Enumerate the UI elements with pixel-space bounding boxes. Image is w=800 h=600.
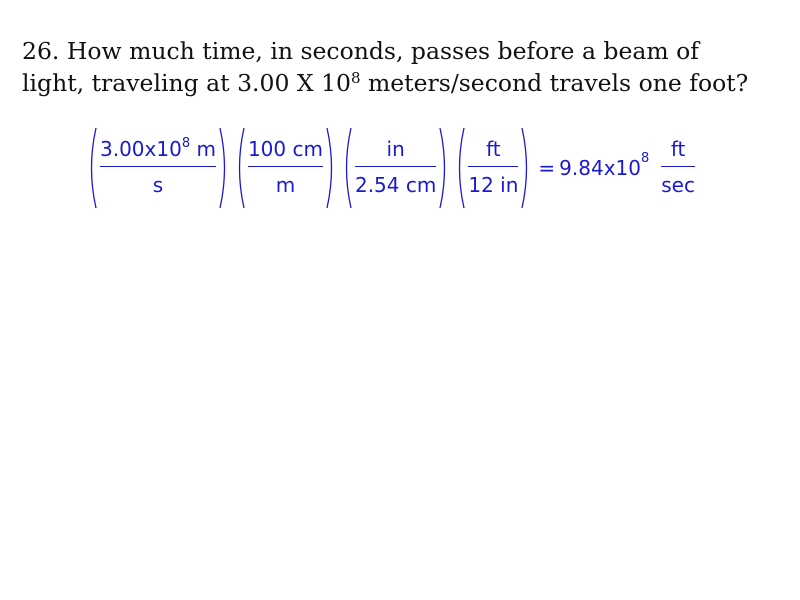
question-exponent: 8 bbox=[350, 69, 361, 87]
question-line-1: 26. How much time, in seconds, passes before a beam of bbox=[22, 37, 699, 65]
result-coefficient: 9.84x10 bbox=[559, 155, 641, 180]
fraction-speed-denominator: s bbox=[152, 173, 164, 198]
left-paren bbox=[234, 126, 246, 210]
left-paren bbox=[454, 126, 466, 210]
conversion-equation bbox=[86, 122, 697, 214]
fraction-speed-numerator bbox=[100, 137, 216, 163]
fraction-cm-per-m bbox=[246, 137, 325, 199]
fraction-ft-per-in-numerator: ft bbox=[486, 136, 501, 161]
right-paren bbox=[520, 126, 532, 210]
result-exponent: 8 bbox=[640, 151, 650, 167]
fraction-bar bbox=[468, 166, 518, 167]
left-paren bbox=[86, 126, 98, 210]
right-paren bbox=[325, 126, 337, 210]
equation-result bbox=[538, 137, 697, 199]
fraction-cm-per-m-numerator: 100 cm bbox=[247, 136, 323, 161]
question-line-2-start: light, traveling at 3.00 X 10 bbox=[22, 69, 351, 97]
fraction-ft-per-in-denominator: 12 in bbox=[468, 173, 519, 198]
right-paren bbox=[218, 126, 230, 210]
fraction-in-per-cm-numerator: in bbox=[386, 136, 405, 161]
result-unit-denominator: sec bbox=[661, 173, 695, 198]
fraction-bar bbox=[355, 166, 436, 167]
result-unit-numerator: ft bbox=[670, 136, 686, 161]
question-text bbox=[22, 35, 792, 102]
fraction-in-per-cm-denominator: 2.54 cm bbox=[354, 173, 437, 198]
fraction-ft-per-in bbox=[466, 137, 520, 199]
speed-unit: m bbox=[190, 136, 216, 161]
fraction-in-per-cm bbox=[353, 137, 438, 199]
fraction-speed bbox=[98, 137, 218, 199]
result-unit-fraction bbox=[659, 137, 697, 199]
speed-coefficient: 3.00x10 bbox=[100, 136, 182, 161]
fraction-bar bbox=[100, 166, 216, 167]
question-line-2 bbox=[22, 67, 792, 102]
left-paren bbox=[341, 126, 353, 210]
fraction-bar bbox=[248, 166, 323, 167]
fraction-bar bbox=[661, 166, 695, 167]
equals-sign: = bbox=[538, 155, 556, 180]
speed-exponent: 8 bbox=[181, 135, 191, 151]
question-line-2-end: meters/second travels one foot? bbox=[360, 69, 749, 97]
right-paren bbox=[438, 126, 450, 210]
fraction-cm-per-m-denominator: m bbox=[275, 173, 296, 198]
